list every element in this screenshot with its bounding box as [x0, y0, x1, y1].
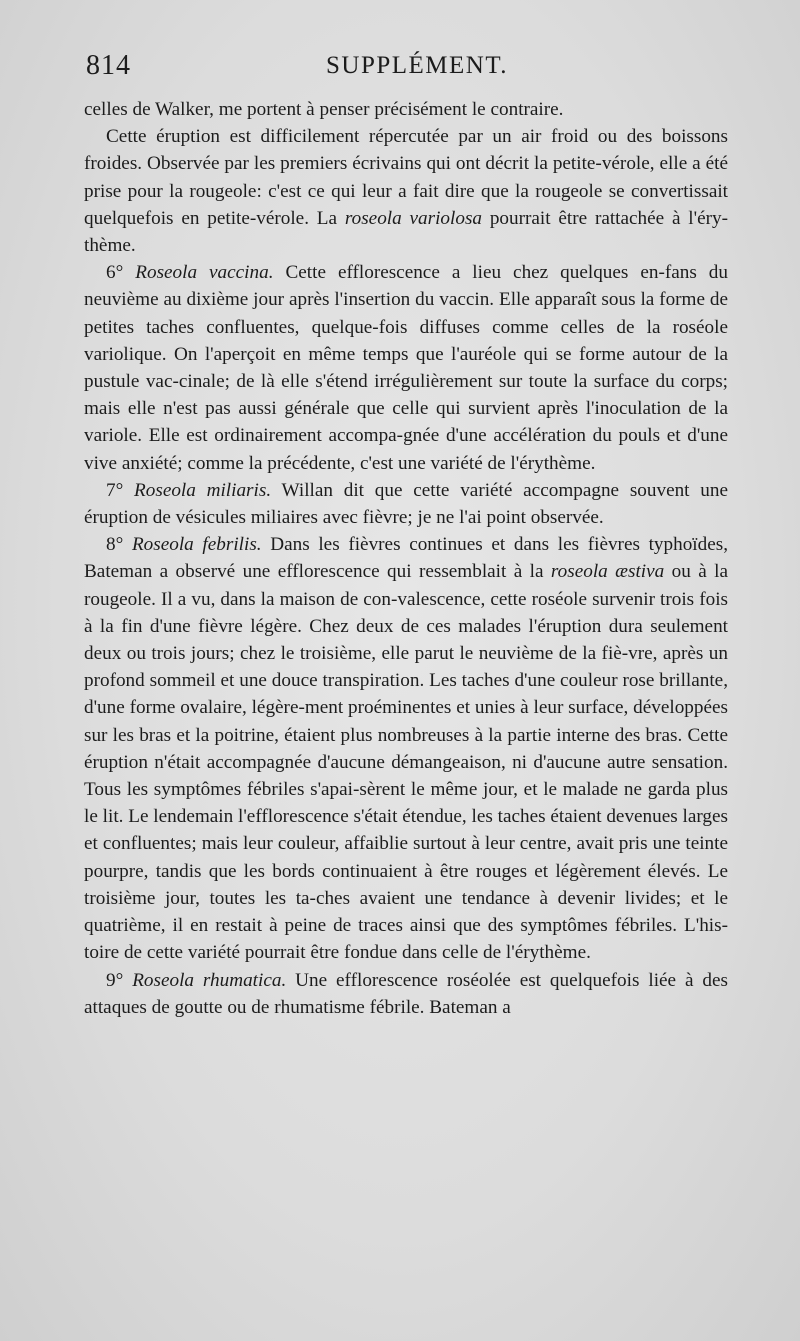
- paragraph: [84, 123, 728, 259]
- text-run: 7°: [106, 479, 135, 501]
- text-run: 9°: [106, 969, 133, 991]
- text-run: 6°: [106, 262, 136, 284]
- italic-term: Roseola febrilis.: [131, 534, 262, 556]
- text-run: Cette éruption est difficilement répercutée par un air froid ou des boissons froides. Observée par les premiers écrivains qui ont décrit la petite-vérole, elle a été prise pour la rougeole: c'est ce qui leur a fait dire que la rougeole se convertissait quelquefois en petite-vérole. La: [84, 126, 728, 229]
- text-run: 8°: [106, 534, 132, 556]
- text-run: Dans les fièvres continues et dans les fièvres typhoïdes, Bateman a observé une efflorescence qui ressemblait à la: [84, 534, 728, 583]
- paragraph: [84, 477, 728, 531]
- text-run: Une efflorescence roséolée est quelquefois liée à des attaques de goutte ou de rhumatisme fébrile. Bateman a: [84, 969, 728, 1018]
- paragraph: [84, 967, 728, 1021]
- page-number: 814: [86, 50, 131, 81]
- italic-term: Roseola miliaris.: [134, 479, 272, 501]
- text-run: celles de Walker, me portent à penser précisément le contraire.: [84, 99, 564, 120]
- italic-term: roseola æstiva: [550, 561, 665, 583]
- paragraph: [84, 259, 728, 477]
- paragraph: [84, 531, 728, 966]
- page-header: [86, 50, 728, 90]
- text-run: Willan dit que cette variété accompagne souvent une éruption de vésicules miliaires avec fièvre; je ne l'ai point observée.: [84, 479, 728, 529]
- italic-term: roseola variolosa: [344, 207, 483, 229]
- paragraph: [84, 96, 728, 123]
- text-run: Cette efflorescence a lieu chez quelques en-fans du neuvième au dixième jour après l'insertion du vaccin. Elle apparaît sous la forme de petites taches confluentes, quelque-fois diffuses comme celles de la roséole variolique. On l'aperçoit en même temps que l'auréole qui se forme autour de la pustule vac-cinale; de là elle s'étend irrégulièrement sur toute la surface du corps; mais elle n'est pas aussi générale que celle qui survient après l'inoculation de la variole. Elle est ordinairement accompa-gnée d'une accélération du pouls et d'une vive anxiété; comme la précédente, c'est une variété de l'érythème.: [84, 262, 728, 474]
- text-run: ou à la rougeole. Il a vu, dans la maison de con-valescence, cette roséole survenir trois fois à la fin d'une fièvre légère. Chez deux de ces malades l'éruption dura seulement deux ou trois jours; chez le troisième, elle parut le neuvième de la fiè-vre, après un profond sommeil et une douce transpiration. Les taches d'une couleur rose brillante, d'une forme ovalaire, légère-ment proéminentes et unies à leur surface, développées sur les bras et la poitrine, étaient plus nombreuses à la partie interne des bras. Cette éruption n'était accompagnée d'aucune démangeaison, ni d'aucune autre sensation. Tous les symptômes fébriles s'apai-sèrent le même jour, et le malade ne garda plus le lit. Le lendemain l'efflorescence s'était étendue, les taches étaient devenues larges et confluentes; mais leur couleur, affaiblie surtout à leur centre, avait pris une teinte pourpre, tandis que les bords continuaient à être rouges et légèrement élevés. Le troisième jour, toutes les ta-ches avaient une tendance à devenir livides; et le quatrième, il en restait à peine de traces ainsi que des symptômes fébriles. L'his-toire de cette variété pourrait être fondue dans celle de l'érythème.: [84, 561, 728, 964]
- text-run: pourrait être rattachée à l'éry-thème.: [84, 207, 728, 257]
- italic-term: Roseola rhumatica.: [132, 969, 287, 991]
- body-text: [84, 96, 728, 1021]
- running-title: SUPPLÉMENT.: [325, 52, 509, 79]
- italic-term: Roseola vaccina.: [135, 262, 274, 284]
